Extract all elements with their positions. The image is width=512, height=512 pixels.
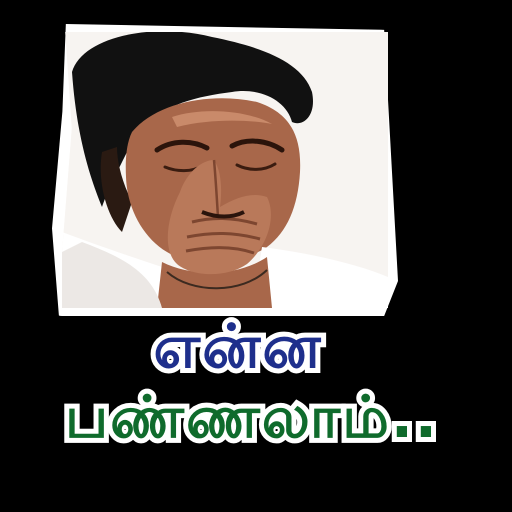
caption-line-1 xyxy=(0,308,494,386)
caption-text-2: பண்ணலாம்.. xyxy=(65,383,439,451)
man-praying-photo xyxy=(62,32,388,308)
caption-text-1: என்ன xyxy=(153,312,323,382)
caption-line-2 xyxy=(0,378,508,456)
